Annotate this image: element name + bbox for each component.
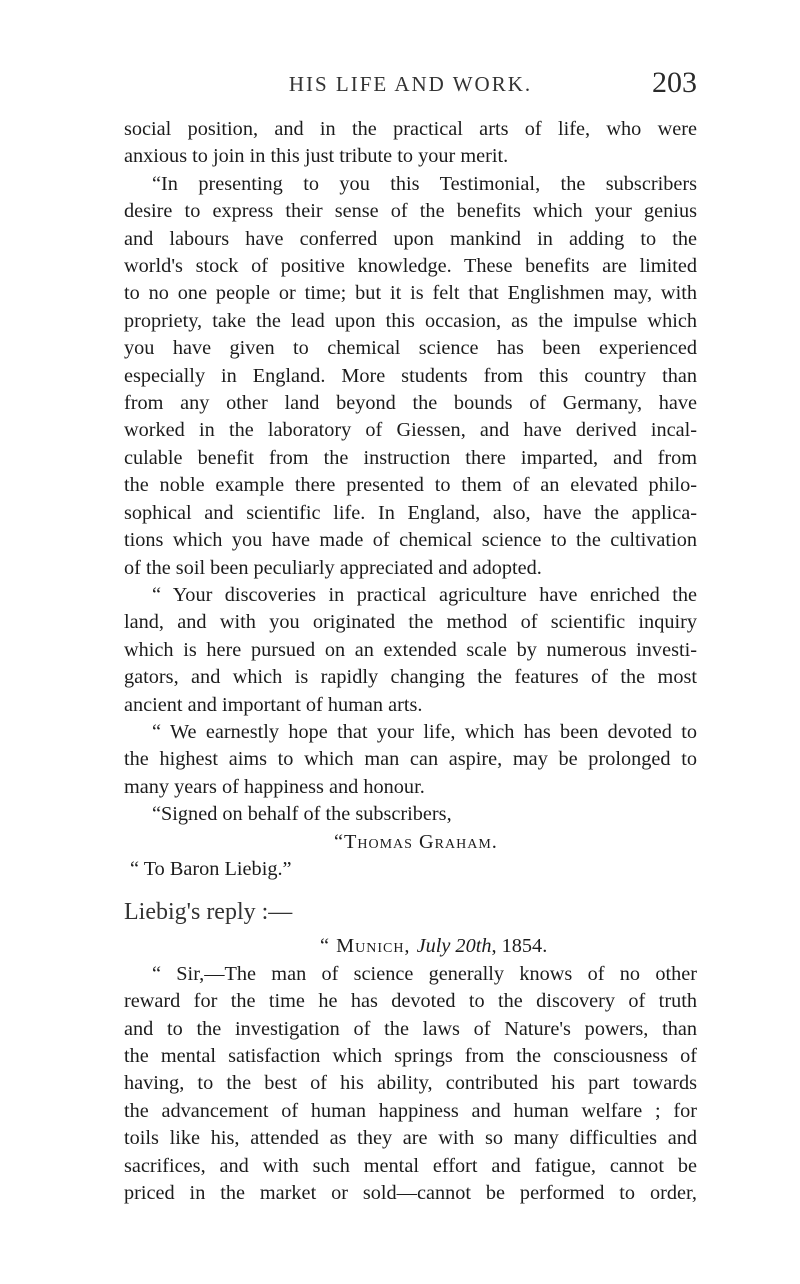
signature-block xyxy=(124,801,697,883)
text-line: the noble example there presented to them of an elevated philo- xyxy=(124,474,697,497)
running-head xyxy=(124,66,697,106)
text-line: and to the investigation of the laws of Nature's powers, than xyxy=(124,1017,697,1040)
text-line: to no one people or time; but it is felt that Englishmen may, with xyxy=(124,282,697,305)
text-line: which is here pursued on an extended scale by numerous investi- xyxy=(124,638,697,661)
text-line: social position, and in the practical arts of life, who were xyxy=(124,118,697,140)
signed-line: “Signed on behalf of the subscribers, xyxy=(152,803,452,826)
text-line: reward for the time he has devoted to the discovery of truth xyxy=(124,990,697,1013)
reply-letter xyxy=(124,933,697,1207)
body-text xyxy=(124,116,697,1207)
dateline-year: , 1854. xyxy=(491,935,548,958)
text-line: desire to express their sense of the benefits which your genius xyxy=(124,200,697,223)
text-line: the highest aims to which man can aspire, may be prolonged to xyxy=(124,748,697,771)
text-line: land, and with you originated the method of scientific inquiry xyxy=(124,611,697,634)
text-line: priced in the market or sold—cannot be performed to order, xyxy=(124,1182,697,1205)
text-line: sophical and scientific life. In England, also, have the applica- xyxy=(124,501,697,524)
text-line: sacrifices, and with such mental effort and fatigue, cannot be xyxy=(124,1154,697,1177)
text-line: many years of happiness and honour. xyxy=(124,775,425,798)
text-line: “ We earnestly hope that your life, which has been devoted to xyxy=(152,720,697,743)
page-number: 203 xyxy=(652,66,697,99)
dateline xyxy=(124,933,697,960)
paragraph-1 xyxy=(124,116,697,171)
text-line: of the soil been peculiarly appreciated and adopted. xyxy=(124,556,542,579)
paragraph-2 xyxy=(124,171,697,582)
text-line: “ Your discoveries in practical agriculture have enriched the xyxy=(152,583,697,606)
text-line: world's stock of positive knowledge. These benefits are limited xyxy=(124,255,697,278)
text-line: gators, and which is rapidly changing the features of the most xyxy=(124,666,697,689)
dateline-place: “ Munich, xyxy=(320,935,417,958)
paragraph-4 xyxy=(124,719,697,801)
text-line: tions which you have made of chemical science to the cultivation xyxy=(124,529,697,552)
text-line: from any other land beyond the bounds of Germany, have xyxy=(124,392,697,415)
text-line: anxious to join in this just tribute to your merit. xyxy=(124,145,509,168)
recipient-line: “ To Baron Liebig.” xyxy=(130,857,292,880)
text-line: “ Sir,—The man of science generally knows of no other xyxy=(152,962,697,985)
dateline-date: July 20th xyxy=(416,935,492,958)
text-line: and labours have conferred upon mankind in adding to the xyxy=(124,227,697,250)
running-title: HIS LIFE AND WORK. xyxy=(288,72,533,96)
text-line: ancient and important of human arts. xyxy=(124,693,423,716)
text-line: “In presenting to you this Testimonial, the subscribers xyxy=(152,172,697,195)
text-line: worked in the laboratory of Giessen, and have derived incal- xyxy=(124,419,697,442)
text-line: you have given to chemical science has been experienced xyxy=(124,337,697,360)
text-line: toils like his, attended as they are with so many difficulties and xyxy=(124,1127,697,1150)
reply-heading: Liebig's reply :— xyxy=(124,899,293,926)
text-line: culable benefit from the instruction there imparted, and from xyxy=(124,446,697,469)
signer-name: “Thomas Graham. xyxy=(334,830,498,853)
text-line: especially in England. More students from this country than xyxy=(124,364,697,387)
paragraph-3 xyxy=(124,582,697,719)
text-line: the mental satisfaction which springs from the consciousness of xyxy=(124,1045,697,1067)
text-line: propriety, take the lead upon this occasion, as the impulse which xyxy=(124,309,697,332)
text-line: having, to the best of his ability, contributed his part towards xyxy=(124,1072,697,1095)
text-line: the advancement of human happiness and human welfare ; for xyxy=(124,1099,697,1122)
